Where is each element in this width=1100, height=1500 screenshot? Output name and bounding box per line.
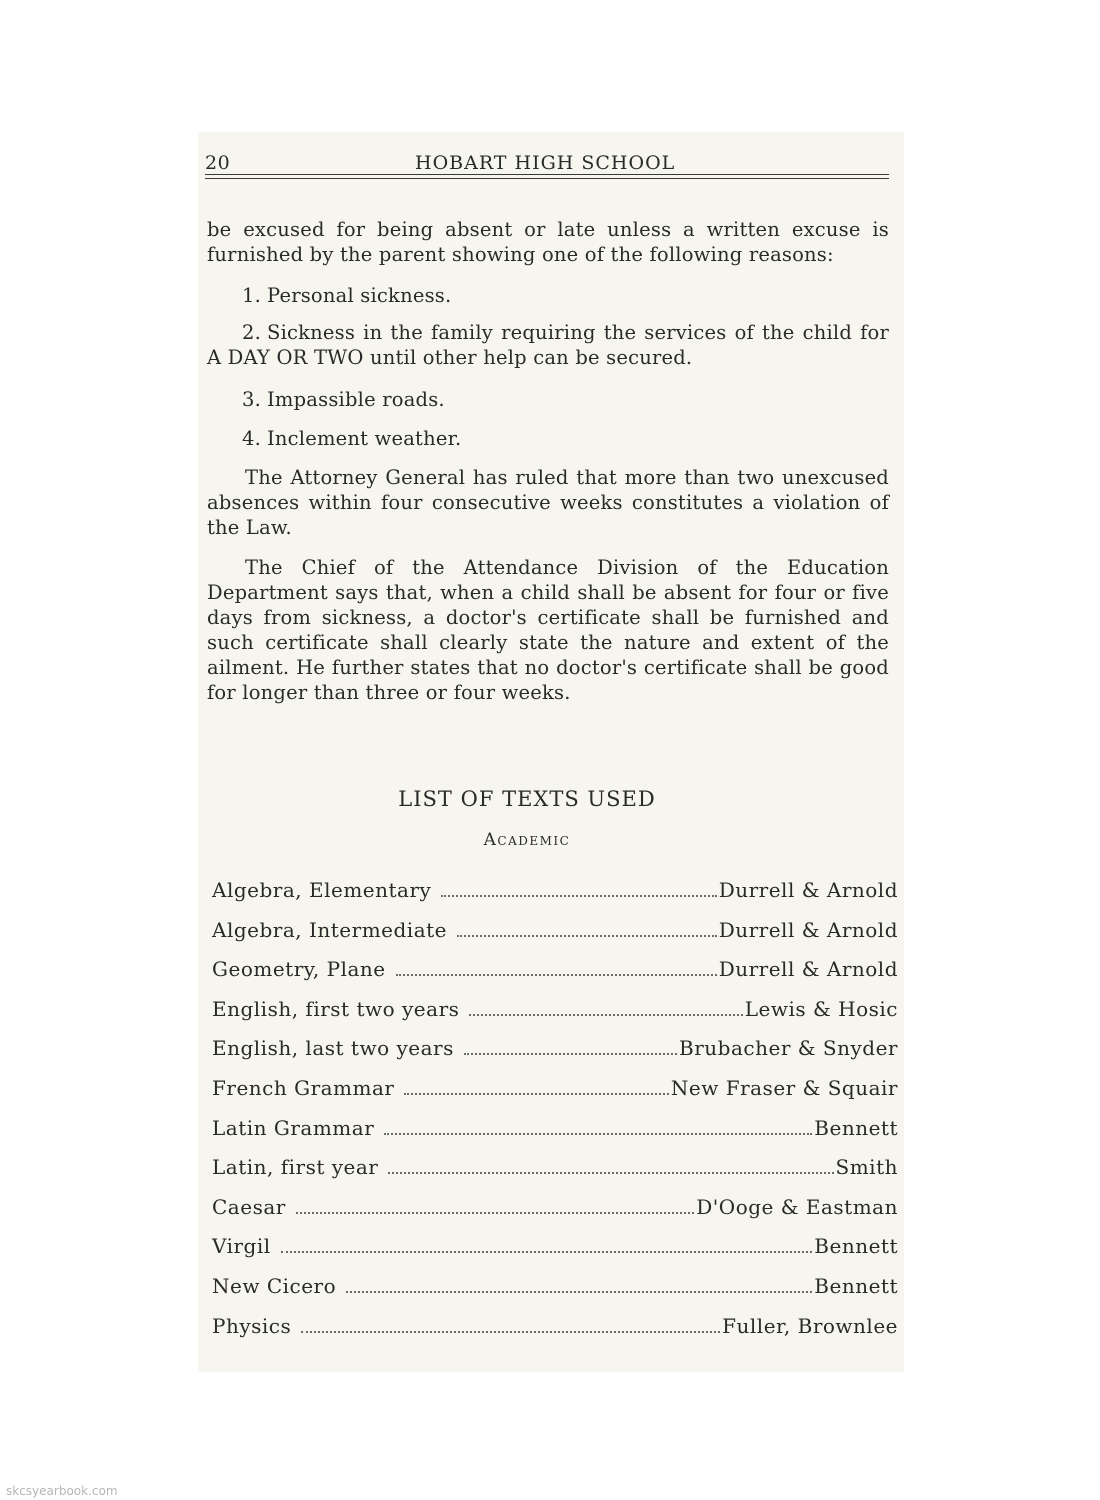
header-rule-top bbox=[205, 174, 889, 175]
texts-list-title: LIST OF TEXTS USED bbox=[398, 787, 656, 811]
text-author: Durrell & Arnold bbox=[718, 917, 898, 942]
text-author: Durrell & Arnold bbox=[718, 878, 898, 902]
text-author: Lewis & Hosic bbox=[744, 996, 898, 1021]
paragraph-attorney-general: The Attorney General has ruled that more than two unexcused absences within four consecutive weeks constitutes a violation of the Law. bbox=[207, 466, 889, 539]
list-item bbox=[212, 918, 898, 958]
dot-leader bbox=[396, 974, 717, 976]
header-rule-bottom bbox=[205, 178, 889, 179]
dot-leader bbox=[388, 1172, 833, 1174]
reason-number: 2. bbox=[242, 321, 262, 344]
texts-list-subtitle: Academic bbox=[483, 830, 571, 850]
dot-leader bbox=[281, 1251, 813, 1253]
paragraph-excuse-requirement: be excused for being absent or late unless a written excuse is furnished by the parent showing one of the following reasons: bbox=[207, 218, 889, 266]
list-item bbox=[212, 1234, 898, 1274]
reason-number: 1. bbox=[242, 284, 262, 307]
text-subject: Latin, first year bbox=[212, 1155, 379, 1180]
list-item bbox=[212, 1036, 898, 1076]
page-number: 20 bbox=[205, 152, 231, 174]
texts-list bbox=[212, 878, 898, 1353]
text-subject: Geometry, Plane bbox=[212, 957, 386, 982]
dot-leader bbox=[464, 1053, 677, 1055]
dot-leader bbox=[296, 1212, 694, 1214]
text-author: Bennett bbox=[814, 1115, 898, 1140]
list-item bbox=[212, 1076, 898, 1116]
dot-leader bbox=[301, 1331, 720, 1333]
list-item bbox=[212, 1155, 898, 1195]
text-author: Durrell & Arnold bbox=[718, 957, 898, 982]
reason-item bbox=[207, 320, 889, 370]
dot-leader bbox=[441, 895, 716, 897]
dot-leader bbox=[384, 1133, 812, 1135]
text-author: Bennett bbox=[814, 1273, 898, 1298]
paragraph-attendance-division: The Chief of the Attendance Division of the Education Department says that, when a child shall be absent for four or five days from sickness, a doctor's certificate shall be furnished and such certificate shall clearly state the nature and extent of the ailment. He further states that no doctor's certificate shall be good for longer than three or four weeks. bbox=[207, 556, 889, 704]
text-subject: Algebra, Intermediate bbox=[212, 917, 447, 942]
reason-item bbox=[207, 426, 889, 451]
list-item bbox=[212, 957, 898, 997]
list-item bbox=[212, 1195, 898, 1235]
reason-item bbox=[207, 283, 889, 308]
reason-text: Sickness in the family requiring the services of the child for A DAY OR TWO until other help can be secured. bbox=[207, 321, 889, 369]
text-subject: New Cicero bbox=[212, 1273, 337, 1298]
text-subject: English, first two years bbox=[212, 996, 460, 1021]
text-subject: Caesar bbox=[212, 1194, 286, 1219]
dot-leader bbox=[346, 1291, 812, 1293]
list-item bbox=[212, 1116, 898, 1156]
running-title: HOBART HIGH SCHOOL bbox=[415, 152, 676, 174]
list-item bbox=[212, 1314, 898, 1354]
text-author: D'Ooge & Eastman bbox=[696, 1194, 898, 1219]
list-item bbox=[212, 1274, 898, 1314]
text-author: Fuller, Brownlee bbox=[722, 1313, 898, 1338]
text-author: Brubacher & Snyder bbox=[679, 1036, 898, 1061]
reason-number: 3. bbox=[242, 388, 262, 411]
list-item bbox=[212, 997, 898, 1037]
text-subject: Physics bbox=[212, 1313, 292, 1338]
text-subject: Latin Grammar bbox=[212, 1115, 375, 1140]
text-subject: English, last two years bbox=[212, 1036, 454, 1061]
text-author: Smith bbox=[835, 1155, 898, 1180]
text-subject: French Grammar bbox=[212, 1075, 395, 1100]
reason-number: 4. bbox=[242, 427, 262, 450]
dot-leader bbox=[457, 935, 717, 937]
text-subject: Algebra, Elementary bbox=[212, 878, 432, 902]
reason-text: Personal sickness. bbox=[267, 284, 452, 307]
text-subject: Virgil bbox=[212, 1234, 271, 1259]
text-author: Bennett bbox=[814, 1234, 898, 1259]
list-item bbox=[212, 878, 898, 918]
dot-leader bbox=[469, 1014, 742, 1016]
text-author: New Fraser & Squair bbox=[670, 1075, 898, 1100]
reason-text: Impassible roads. bbox=[267, 388, 445, 411]
reason-text: Inclement weather. bbox=[267, 427, 462, 450]
dot-leader bbox=[404, 1093, 668, 1095]
site-watermark: skcsyearbook.com bbox=[6, 1484, 118, 1498]
reason-item bbox=[207, 387, 889, 412]
